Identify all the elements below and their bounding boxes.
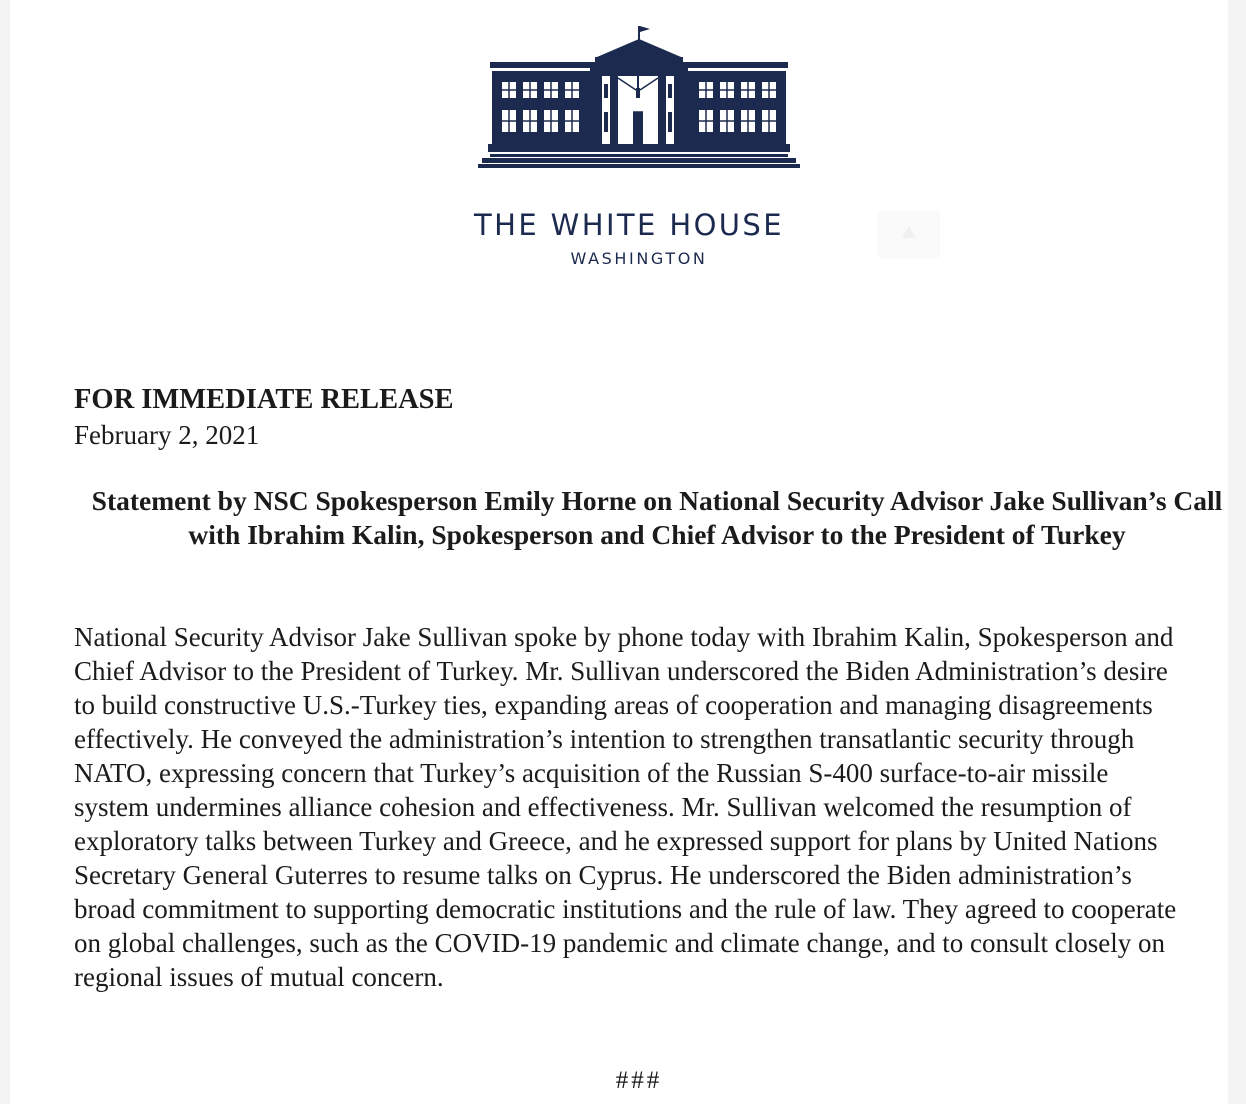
release-label: FOR IMMEDIATE RELEASE [74, 384, 454, 415]
org-name: THE WHITE HOUSE [474, 208, 784, 242]
statement-body: National Security Advisor Jake Sullivan spoke by phone today with Ibrahim Kalin, Spokesperson and Chief Advisor to the President of Turkey. Mr. Sullivan underscored the Biden Administration’s desire to build constructive U.S.-Turkey ties, expanding areas of cooperation and managing disagreements effectively. He conveyed the administration’s intention to strengthen transatlantic security through NATO, expressing concern that Turkey’s acquisition of the Russian S-400 surface-to-air missile system undermines alliance cohesion and effectiveness. Mr. Sullivan welcomed the resumption of exploratory talks between Turkey and Greece, and he expressed support for plans by United Nations Secretary General Guterres to resume talks on Cyprus. He underscored the Biden administration’s broad commitment to supporting democratic institutions and the rule of law. They agreed to cooperate on global challenges, such as the COVID-19 pandemic and climate change, and to consult closely on regional issues of mutual concern. [74, 622, 1177, 992]
document-page [10, 0, 1228, 1104]
release-date: February 2, 2021 [74, 420, 260, 450]
end-mark: ### [615, 1067, 663, 1094]
statement-headline: Statement by NSC Spokesperson Emily Horne on National Security Advisor Jake Sullivan’s Call with Ibrahim Kalin, Spokesperson and Chief Advisor to the President of Turkey [91, 485, 1223, 550]
org-location: WASHINGTON [570, 249, 708, 268]
white-house-logo-icon [478, 26, 800, 168]
